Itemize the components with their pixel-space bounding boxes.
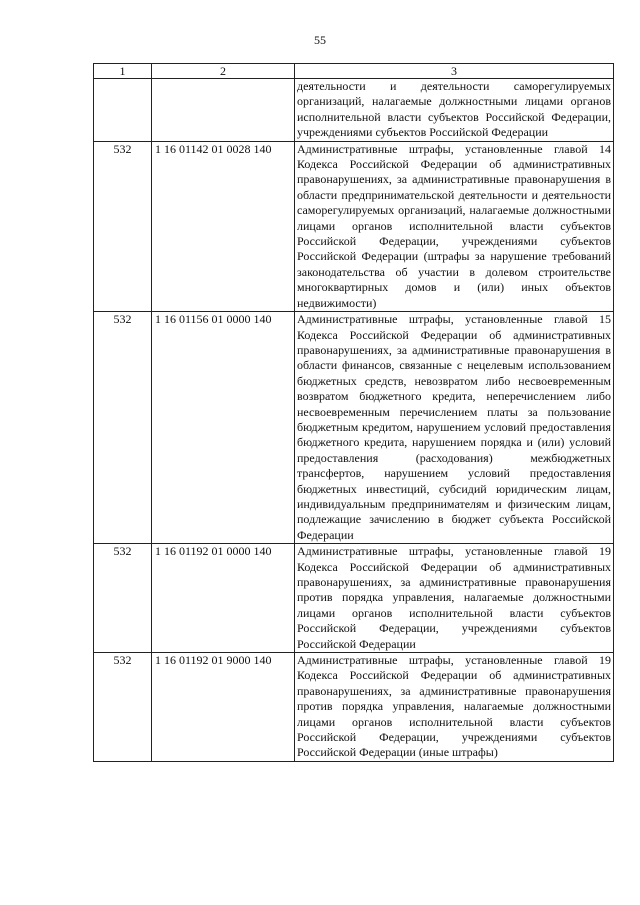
table-row bbox=[94, 79, 614, 142]
budget-code-cell: 1 16 01156 01 0000 140 bbox=[152, 312, 295, 544]
table-row bbox=[94, 141, 614, 311]
budget-codes-table bbox=[93, 63, 614, 762]
description-cell: Административные штрафы, установленные главой 19 Кодекса Российской Федерации об административных правонарушениях, за административные правонарушения против порядка управления, налагаемые должностными лицами органов исполнительной власти субъектов Российской Федерации, учреждениями субъектов Российской Федерации bbox=[295, 544, 614, 653]
description-cell: Административные штрафы, установленные главой 14 Кодекса Российской Федерации об административных правонарушениях, за административные правонарушения в области предпринимательской деятельности и деятельности саморегулируемых организаций, налагаемые должностными лицами органов исполнительной власти субъектов Российской Федерации, учреждениями субъектов Российской Федерации (штрафы за нарушение требований законодательства об участии в долевом строительстве многоквартирных домов и (или) иных объектов недвижимости) bbox=[295, 141, 614, 311]
column-header-1: 1 bbox=[94, 64, 152, 79]
admin-code-cell: 532 bbox=[94, 141, 152, 311]
table-body bbox=[94, 79, 614, 762]
budget-code-cell bbox=[152, 79, 295, 142]
table-row bbox=[94, 544, 614, 653]
description-cell: Административные штрафы, установленные главой 19 Кодекса Российской Федерации об административных правонарушениях, за административные правонарушения против порядка управления, налагаемые должностными лицами органов исполнительной власти субъектов Российской Федерации, учреждениями субъектов Российской Федерации (иные штрафы) bbox=[295, 653, 614, 762]
column-header-3: 3 bbox=[295, 64, 614, 79]
budget-code-cell: 1 16 01192 01 0000 140 bbox=[152, 544, 295, 653]
table-header bbox=[94, 64, 614, 79]
budget-code-cell: 1 16 01142 01 0028 140 bbox=[152, 141, 295, 311]
table-row bbox=[94, 312, 614, 544]
table-row bbox=[94, 653, 614, 762]
admin-code-cell: 532 bbox=[94, 544, 152, 653]
column-header-2: 2 bbox=[152, 64, 295, 79]
admin-code-cell bbox=[94, 79, 152, 142]
header-row bbox=[94, 64, 614, 79]
admin-code-cell: 532 bbox=[94, 312, 152, 544]
admin-code-cell: 532 bbox=[94, 653, 152, 762]
description-cell: деятельности и деятельности саморегулируемых организаций, налагаемые должностными лицами органов исполнительной власти субъектов Российской Федерации, учреждениями субъектов Российской Федерации bbox=[295, 79, 614, 142]
budget-code-cell: 1 16 01192 01 9000 140 bbox=[152, 653, 295, 762]
description-cell: Административные штрафы, установленные главой 15 Кодекса Российской Федерации об административных правонарушениях, за административные правонарушения в области финансов, связанные с нецелевым использованием бюджетных средств, невозвратом либо несвоевременным возвратом бюджетного кредита, неперечислением либо несвоевременным перечислением платы за пользование бюджетным кредитом, нарушением условий предоставления бюджетного кредита, нарушением порядка и (или) условий предоставления (расходования) межбюджетных трансфертов, нарушением условий предоставления бюджетных инвестиций, субсидий юридическим лицам, индивидуальным предпринимателям и физическим лицам, подлежащие зачислению в бюджет субъекта Российской Федерации bbox=[295, 312, 614, 544]
page-number: 55 bbox=[314, 33, 326, 47]
